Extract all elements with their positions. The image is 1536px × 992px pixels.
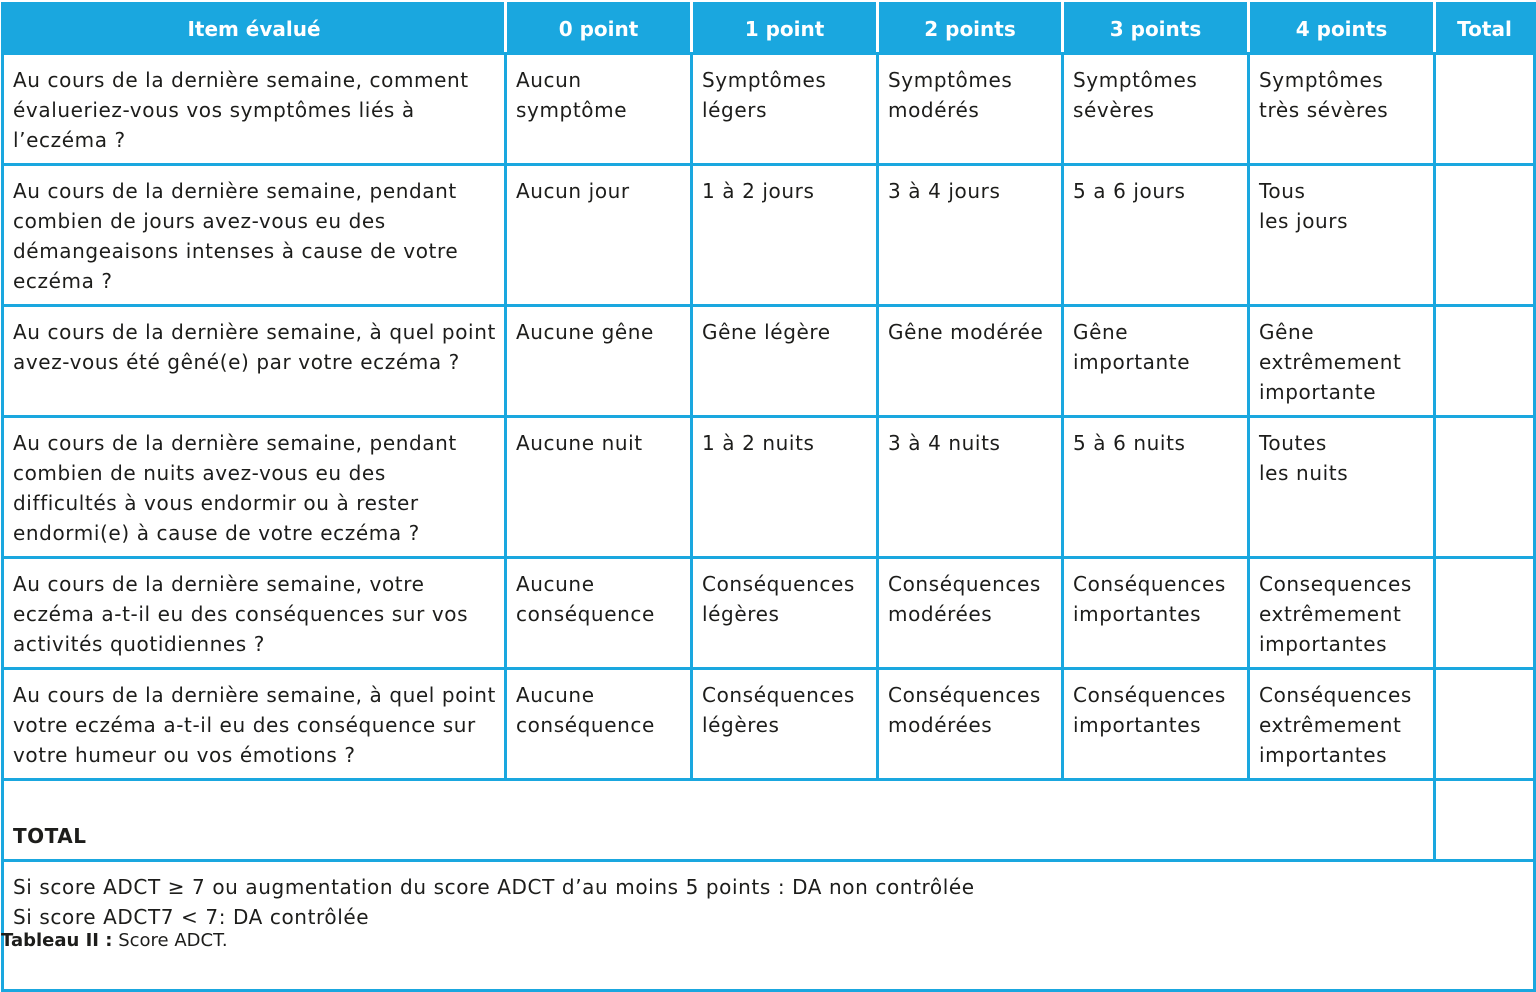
header-1-point: 1 point — [692, 4, 878, 54]
item-question: Au cours de la dernière semaine, à quel point avez-vous été gêné(e) par votre eczéma ? — [3, 306, 506, 417]
answer-1-point: Conséquences légères — [692, 558, 878, 669]
item-question: Au cours de la dernière semaine, pendant combien de nuits avez-vous eu des difficultés à vous endormir ou à rester endormi(e) à cause de votre eczéma ? — [3, 417, 506, 558]
table-row — [3, 558, 1535, 669]
interpretation-cell — [3, 861, 1535, 991]
interpretation-line-uncontrolled: Si score ADCT ≥ 7 ou augmentation du score ADCT d’au moins 5 points : DA non contrôlée — [13, 875, 975, 899]
row-total-cell — [1435, 669, 1535, 780]
answer-0-point: Aucune conséquence — [506, 558, 692, 669]
answer-4-points: Consequences extrêmement importantes — [1249, 558, 1435, 669]
answer-4-points: Gêne extrêmement importante — [1249, 306, 1435, 417]
caption-label: Tableau II : — [1, 930, 113, 951]
table-row — [3, 54, 1535, 165]
answer-4-points: Conséquences extrêmement importantes — [1249, 669, 1435, 780]
header-4-points: 4 points — [1249, 4, 1435, 54]
answer-0-point: Aucun jour — [506, 165, 692, 306]
table-row — [3, 165, 1535, 306]
answer-4-points: Tous les jours — [1249, 165, 1435, 306]
adct-table-container — [1, 2, 1533, 992]
answer-1-point: Conséquences légères — [692, 669, 878, 780]
answer-3-points: 5 a 6 jours — [1063, 165, 1249, 306]
total-label-cell — [3, 780, 1435, 861]
answer-4-points: Symptômes très sévères — [1249, 54, 1435, 165]
answer-1-point: 1 à 2 nuits — [692, 417, 878, 558]
item-question: Au cours de la dernière semaine, pendant combien de jours avez-vous eu des démangeaisons intenses à cause de votre eczéma ? — [3, 165, 506, 306]
answer-2-points: Conséquences modérées — [878, 669, 1063, 780]
adct-score-table — [1, 2, 1536, 992]
item-question: Au cours de la dernière semaine, votre eczéma a-t-il eu des conséquences sur vos activités quotidiennes ? — [3, 558, 506, 669]
row-total-cell — [1435, 54, 1535, 165]
answer-2-points: 3 à 4 nuits — [878, 417, 1063, 558]
table-row — [3, 306, 1535, 417]
answer-0-point: Aucune gêne — [506, 306, 692, 417]
table-caption — [1, 929, 228, 953]
answer-2-points: Symptômes modérés — [878, 54, 1063, 165]
table-row — [3, 417, 1535, 558]
answer-2-points: 3 à 4 jours — [878, 165, 1063, 306]
total-label: TOTAL — [13, 824, 87, 848]
answer-1-point: Gêne légère — [692, 306, 878, 417]
row-total-cell — [1435, 558, 1535, 669]
answer-3-points: Symptômes sévères — [1063, 54, 1249, 165]
row-total-cell — [1435, 306, 1535, 417]
answer-0-point: Aucune conséquence — [506, 669, 692, 780]
answer-3-points: Conséquences importantes — [1063, 669, 1249, 780]
answer-3-points: Conséquences importantes — [1063, 558, 1249, 669]
total-row — [3, 780, 1535, 861]
answer-3-points: 5 à 6 nuits — [1063, 417, 1249, 558]
table-row — [3, 669, 1535, 780]
interpretation-line-controlled: Si score ADCT7 < 7: DA contrôlée — [13, 905, 370, 929]
caption-text: Score ADCT. — [112, 930, 228, 951]
header-3-points: 3 points — [1063, 4, 1249, 54]
row-total-cell — [1435, 417, 1535, 558]
answer-2-points: Conséquences modérées — [878, 558, 1063, 669]
header-2-points: 2 points — [878, 4, 1063, 54]
answer-3-points: Gêne importante — [1063, 306, 1249, 417]
answer-0-point: Aucun symptôme — [506, 54, 692, 165]
answer-0-point: Aucune nuit — [506, 417, 692, 558]
answer-4-points: Toutes les nuits — [1249, 417, 1435, 558]
table-header-row — [3, 4, 1535, 54]
answer-1-point: 1 à 2 jours — [692, 165, 878, 306]
answer-1-point: Symptômes légers — [692, 54, 878, 165]
header-0-point: 0 point — [506, 4, 692, 54]
answer-2-points: Gêne modérée — [878, 306, 1063, 417]
interpretation-row — [3, 861, 1535, 991]
total-value-cell — [1435, 780, 1535, 861]
header-item: Item évalué — [3, 4, 506, 54]
row-total-cell — [1435, 165, 1535, 306]
item-question: Au cours de la dernière semaine, comment évalueriez-vous vos symptômes liés à l’eczéma ? — [3, 54, 506, 165]
item-question: Au cours de la dernière semaine, à quel point votre eczéma a-t-il eu des conséquence sur votre humeur ou vos émotions ? — [3, 669, 506, 780]
header-total: Total — [1435, 4, 1535, 54]
